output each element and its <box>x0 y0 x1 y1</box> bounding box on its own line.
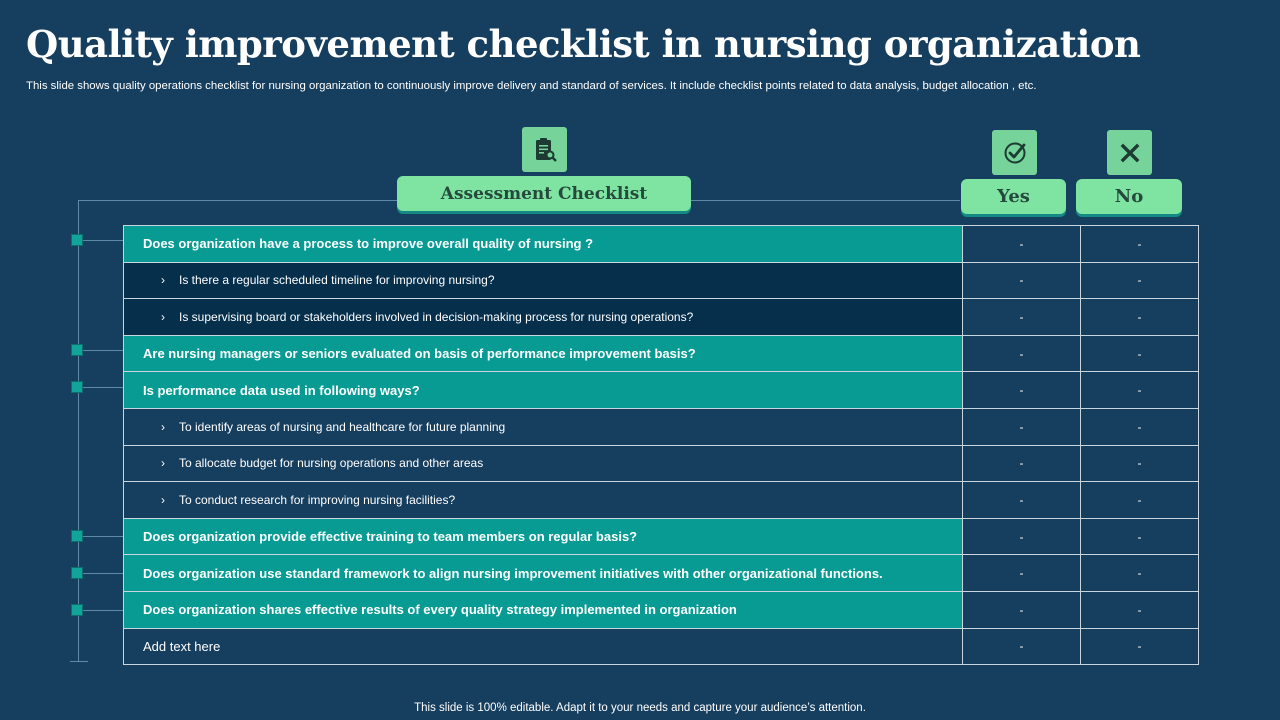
table-row <box>124 226 1199 263</box>
no-cell[interactable]: - <box>1081 591 1199 628</box>
footer-note: This slide is 100% editable. Adapt it to your needs and capture your audience’s attention. <box>414 702 866 714</box>
subitem-text: To allocate budget for nursing operations and other areas <box>179 456 484 471</box>
yes-cell[interactable]: - <box>963 518 1081 555</box>
no-cell[interactable]: - <box>1081 482 1199 519</box>
row-bullet <box>71 381 83 393</box>
chevron-right-icon: › <box>161 273 165 288</box>
checklist-subitem <box>124 445 963 482</box>
checklist-subitem <box>124 482 963 519</box>
checklist-question: Is performance data used in following ways? <box>124 372 963 409</box>
table-row <box>124 591 1199 628</box>
checklist-subitem <box>124 299 963 336</box>
no-cell[interactable]: - <box>1081 555 1199 592</box>
table-row <box>124 299 1199 336</box>
row-bullet <box>71 344 83 356</box>
connector-line-vertical <box>78 200 79 662</box>
bullet-connector <box>83 387 123 388</box>
no-cell[interactable]: - <box>1081 628 1199 665</box>
table-row <box>124 628 1199 665</box>
no-cell[interactable]: - <box>1081 335 1199 372</box>
bullet-connector <box>83 240 123 241</box>
row-bullet <box>71 234 83 246</box>
table-row <box>124 335 1199 372</box>
table-row <box>124 408 1199 445</box>
no-cell[interactable]: - <box>1081 445 1199 482</box>
row-bullet <box>71 567 83 579</box>
no-column-header: No <box>1076 179 1182 214</box>
no-cell[interactable]: - <box>1081 226 1199 263</box>
row-bullet <box>71 604 83 616</box>
checklist-question: Does organization use standard framework to align nursing improvement initiatives with other organizational functions. <box>124 555 963 592</box>
yes-cell[interactable]: - <box>963 628 1081 665</box>
yes-cell[interactable]: - <box>963 262 1081 299</box>
bullet-connector <box>83 350 123 351</box>
no-cell[interactable]: - <box>1081 372 1199 409</box>
yes-cell[interactable]: - <box>963 445 1081 482</box>
checklist-subitem <box>124 408 963 445</box>
close-x-icon <box>1107 130 1152 175</box>
table-row <box>124 262 1199 299</box>
yes-cell[interactable]: - <box>963 591 1081 628</box>
checklist-table <box>123 225 1199 665</box>
page-subtitle: This slide shows quality operations checklist for nursing organization to continuously improve delivery and standard of services. It include checklist points related to data analysis, budget allocation , etc. <box>26 80 1037 92</box>
checklist-question: Does organization have a process to improve overall quality of nursing ? <box>124 226 963 263</box>
table-row <box>124 518 1199 555</box>
bullet-connector <box>83 536 123 537</box>
yes-cell[interactable]: - <box>963 226 1081 263</box>
chevron-right-icon: › <box>161 492 165 507</box>
add-text-placeholder[interactable]: Add text here <box>124 628 963 665</box>
table-row <box>124 482 1199 519</box>
chevron-right-icon: › <box>161 419 165 434</box>
row-bullet <box>71 530 83 542</box>
subitem-text: To identify areas of nursing and healthcare for future planning <box>179 419 506 434</box>
assessment-checklist-header: Assessment Checklist <box>397 176 691 211</box>
subitem-text: Is supervising board or stakeholders involved in decision-making process for nursing operations? <box>179 309 694 324</box>
chevron-right-icon: › <box>161 309 165 324</box>
table-row <box>124 555 1199 592</box>
no-cell[interactable]: - <box>1081 299 1199 336</box>
bullet-connector <box>83 610 123 611</box>
table-row <box>124 372 1199 409</box>
checklist-subitem <box>124 262 963 299</box>
connector-end-tick <box>70 661 88 662</box>
page-title: Quality improvement checklist in nursing organization <box>26 22 1141 66</box>
checklist-question: Does organization provide effective training to team members on regular basis? <box>124 518 963 555</box>
subitem-text: Is there a regular scheduled timeline for improving nursing? <box>179 273 495 288</box>
no-cell[interactable]: - <box>1081 518 1199 555</box>
yes-cell[interactable]: - <box>963 555 1081 592</box>
table-row <box>124 445 1199 482</box>
checklist-question: Does organization shares effective results of every quality strategy implemented in organization <box>124 591 963 628</box>
no-cell[interactable]: - <box>1081 408 1199 445</box>
subitem-text: To conduct research for improving nursing facilities? <box>179 492 456 507</box>
checklist-question: Are nursing managers or seniors evaluated on basis of performance improvement basis? <box>124 335 963 372</box>
yes-cell[interactable]: - <box>963 335 1081 372</box>
chevron-right-icon: › <box>161 456 165 471</box>
yes-cell[interactable]: - <box>963 482 1081 519</box>
yes-cell[interactable]: - <box>963 299 1081 336</box>
yes-cell[interactable]: - <box>963 408 1081 445</box>
yes-column-header: Yes <box>961 179 1066 214</box>
bullet-connector <box>83 573 123 574</box>
checkmark-icon <box>992 130 1037 175</box>
no-cell[interactable]: - <box>1081 262 1199 299</box>
yes-cell[interactable]: - <box>963 372 1081 409</box>
clipboard-search-icon <box>522 127 567 172</box>
